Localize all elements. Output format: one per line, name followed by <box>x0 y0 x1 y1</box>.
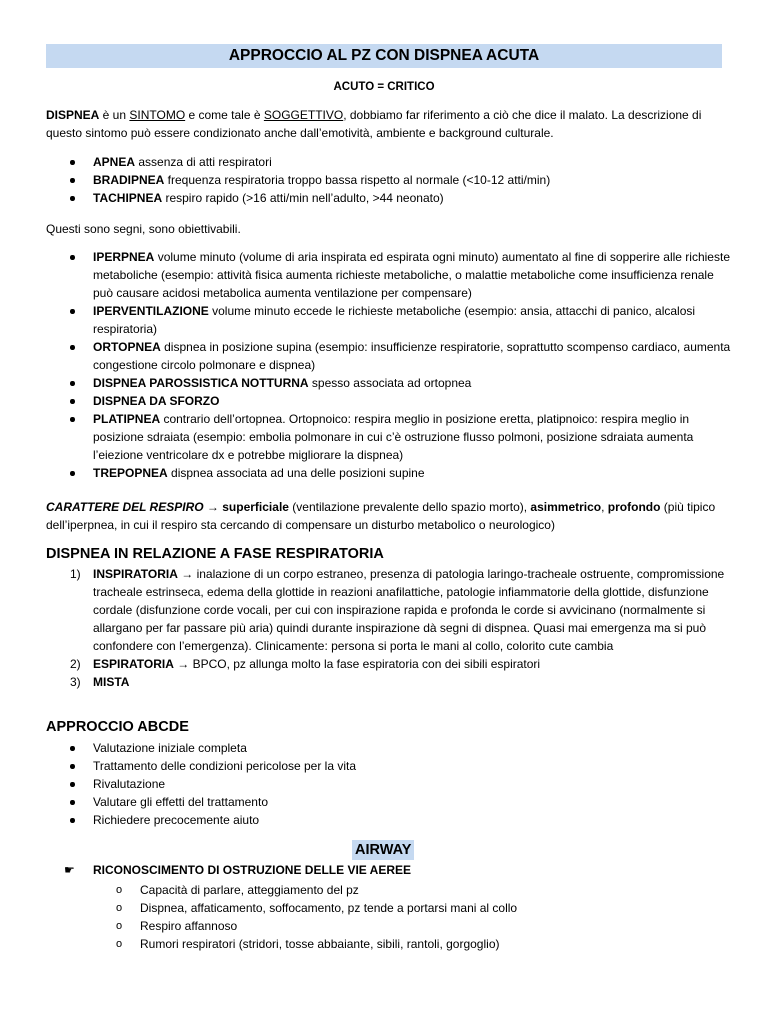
airway-items <box>116 881 736 953</box>
list-item: Valutare gli effetti del trattamento <box>46 793 736 811</box>
carattere-label: CARATTERE DEL RESPIRO <box>46 500 204 514</box>
list-item: Rivalutazione <box>46 775 736 793</box>
section-heading-fase: DISPNEA IN RELAZIONE A FASE RESPIRATORIA <box>46 546 384 562</box>
list-item: Richiedere precocemente aiuto <box>46 811 736 829</box>
list-item: IPERPNEA volume minuto (volume di aria inspirata ed espirata ogni minuto) aumentato al fine di sopperire alle richieste metaboliche (esempio: attività fisica aumenta richieste metaboliche, o malattie metaboliche come insufficienza renale può causare acidosi metabolica aumenta ventilazione per compensare) <box>46 248 736 302</box>
list-item: 3) MISTA <box>70 675 130 689</box>
list-item: o Rumori respiratori (stridori, tosse abbaiante, sibili, rantoli, gorgoglio) <box>116 935 736 953</box>
list-item: PLATIPNEA contrario dell’ortopnea. Ortopnoico: respira meglio in posizione eretta, platipnoico: respira meglio in posizione sdraiata (esempio: embolia polmonare in cui c’è ostruzione flusso polmoni, posizione sdraiata aumenta l’eiezione ventricolare dx e potrebbe migliorare la dispnea) <box>46 410 736 464</box>
document-title: APPROCCIO AL PZ CON DISPNEA ACUTA <box>46 44 722 68</box>
intro-text-2: e come tale è <box>185 108 264 122</box>
signs-note: Questi sono segni, sono obiettivabili. <box>46 222 241 236</box>
intro-term: DISPNEA <box>46 108 100 122</box>
airway-subheading-text: RICONOSCIMENTO DI OSTRUZIONE DELLE VIE AEREE <box>93 863 412 877</box>
list-item: APNEA assenza di atti respiratori <box>46 153 736 171</box>
fase-list <box>46 565 736 691</box>
list-item: DISPNEA PAROSSISTICA NOTTURNA spesso associata ad ortopnea <box>46 374 736 392</box>
list-item: o Dispnea, affaticamento, soffocamento, pz tende a portarsi mani al collo <box>116 899 736 917</box>
intro-text-1: è un <box>99 108 130 122</box>
list-item: BRADIPNEA frequenza respiratoria troppo bassa rispetto al normale (<10-12 atti/min) <box>46 171 736 189</box>
definitions-list-2 <box>46 248 736 482</box>
sintomo-word: SINTOMO <box>129 108 186 122</box>
soggettivo-word: SOGGETTIVO <box>263 108 344 122</box>
pointing-hand-icon: ☛ <box>64 863 75 877</box>
airway-heading: AIRWAY <box>352 840 414 860</box>
intro-text-3: , dobbiamo far riferimento a ciò che dice il malato. La descrizione di questo sintomo può essere condizionato anche dall’emotività, ambiente e background culturale. <box>46 108 702 140</box>
list-item: o Capacità di parlare, atteggiamento del pz <box>116 881 736 899</box>
list-item: 1) INSPIRATORIA → inalazione di un corpo estraneo, presenza di patologia laringo-tracheale ostruente, compromissione tracheale estrinseca, edema della glottide in reazioni anafilattiche, patologie infiammatorie della glottide, disfunzione cordale (disfunzione corde vocali, per cui con inspirazione rapida e profonda le corde si avvicinano (normalmente si allargano per far passare più aria) quindi durante inspirazione dà segni di dispnea. Quasi mai emergenza ma si può confondere con l’emergenza). Clinicamente: persona si porta le mani al collo, colorito cute cambia <box>70 567 725 653</box>
list-item: IPERVENTILAZIONE volume minuto eccede le richieste metaboliche (esempio: ansia, attacchi di panico, alcalosi respiratoria) <box>46 302 736 338</box>
list-item: TREPOPNEA dispnea associata ad una delle posizioni supine <box>46 464 736 482</box>
carattere-paragraph: CARATTERE DEL RESPIRO → superficiale (ventilazione prevalente dello spazio morto), asimmetrico, profondo (più tipico dell’iperpnea, in cui il respiro sta cercando di compensare un disturbo metabolico o neurologico) <box>46 500 716 532</box>
abcde-list <box>46 739 736 829</box>
subtitle: ACUTO = CRITICO <box>333 81 435 93</box>
list-item: TACHIPNEA respiro rapido (>16 atti/min nell’adulto, >44 neonato) <box>46 189 736 207</box>
list-item: Trattamento delle condizioni pericolose per la vita <box>46 757 736 775</box>
section-heading-abcde: APPROCCIO ABCDE <box>46 719 189 735</box>
list-item: ORTOPNEA dispnea in posizione supina (esempio: insufficienze respiratorie, soprattutto scompenso cardiaco, aumenta congestione circolo polmonare e dispnea) <box>46 338 736 374</box>
list-item: o Respiro affannoso <box>116 917 736 935</box>
list-item: Valutazione iniziale completa <box>46 739 736 757</box>
definitions-list-1 <box>46 153 736 207</box>
list-item: 2) ESPIRATORIA → BPCO, pz allunga molto la fase espiratoria con dei sibili espiratori <box>70 657 541 671</box>
intro-paragraph <box>46 106 726 142</box>
list-item: DISPNEA DA SFORZO <box>46 392 736 410</box>
